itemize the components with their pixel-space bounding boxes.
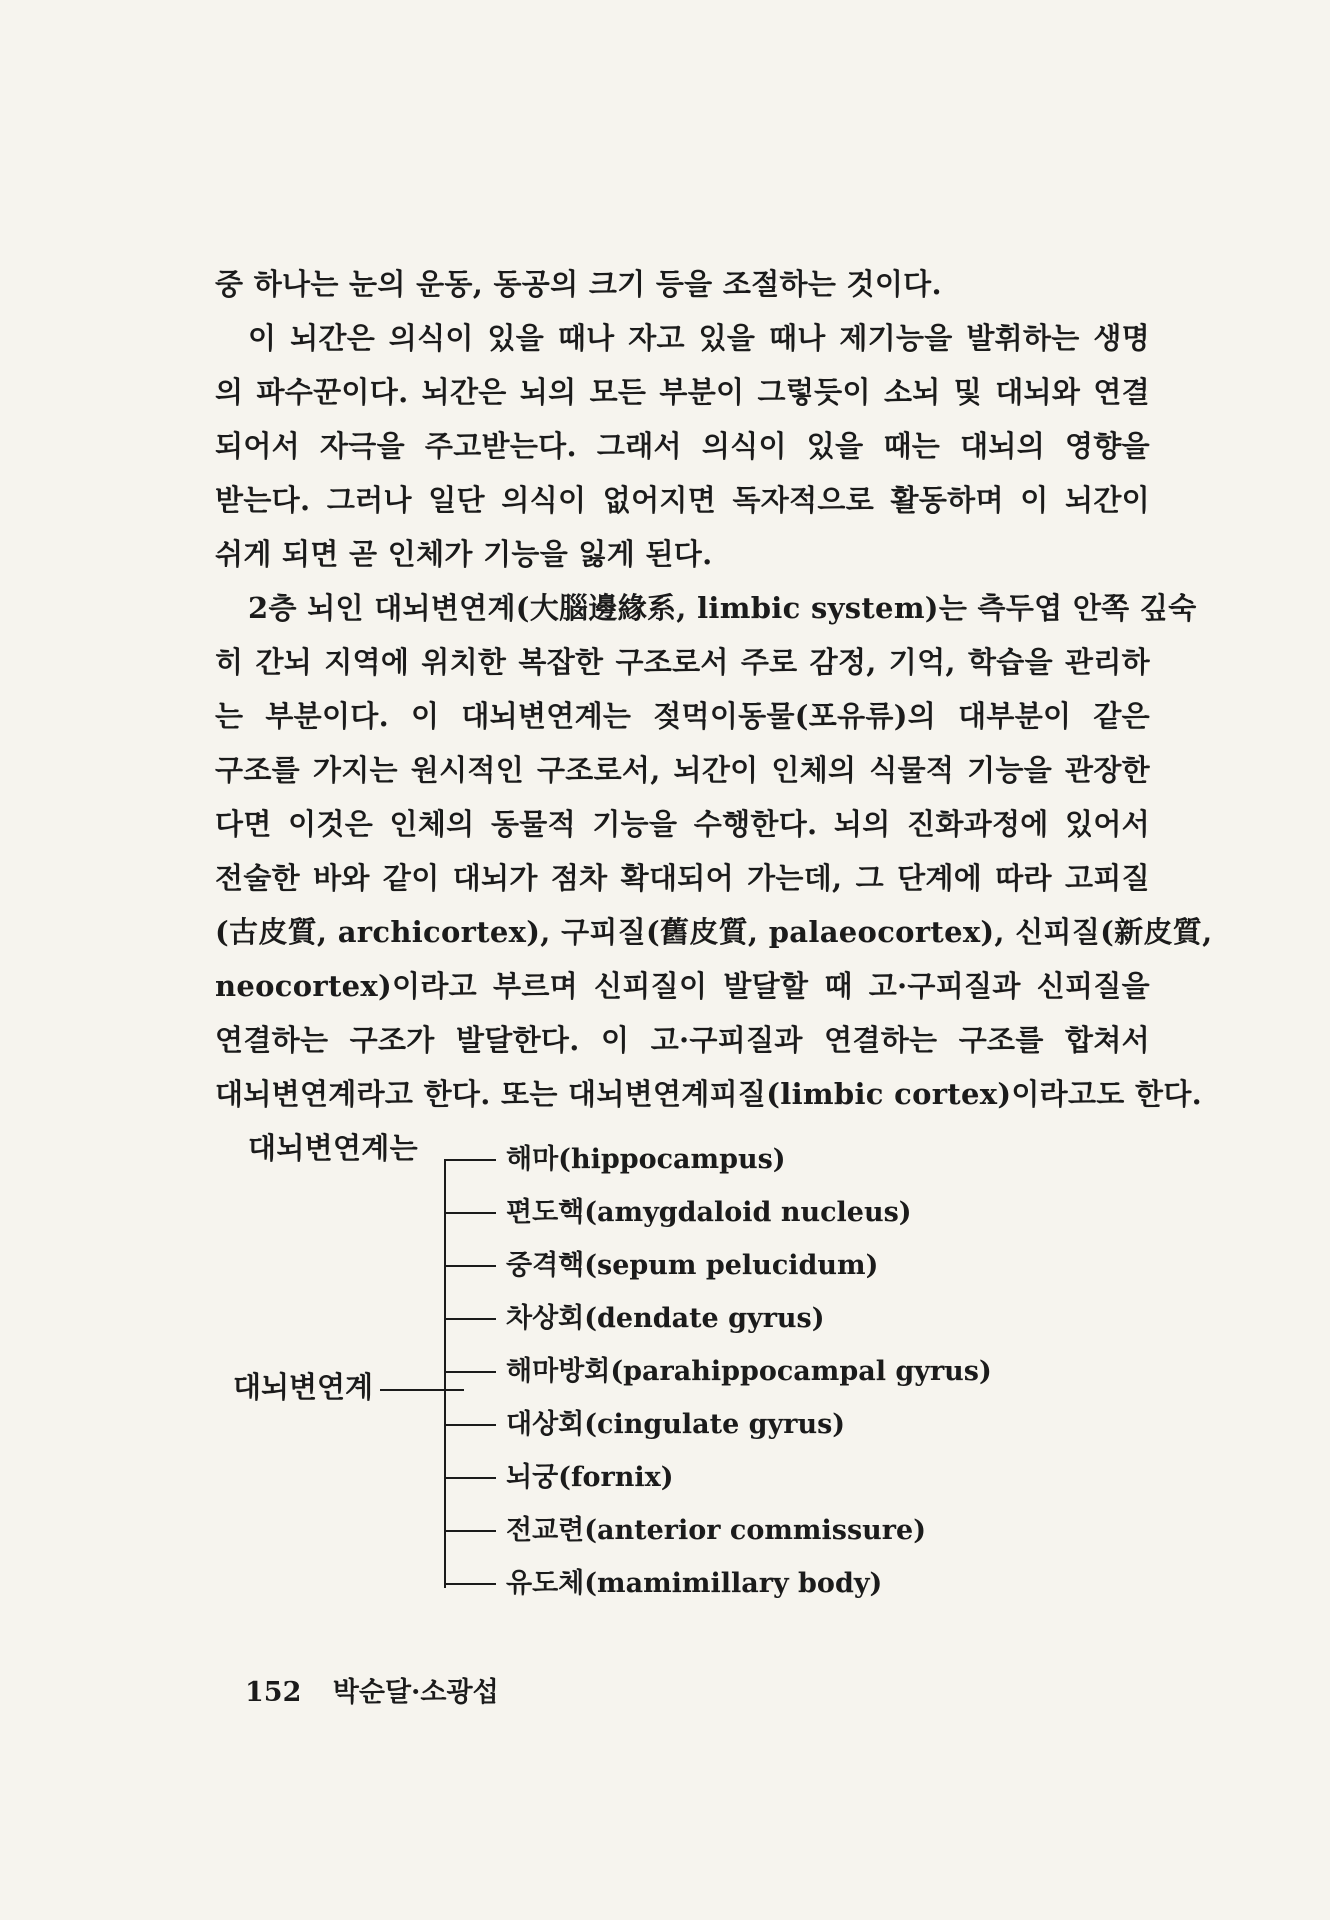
branch-connector	[444, 1318, 496, 1320]
text-line: 다면 이것은 인체의 동물적 기능을 수행한다. 뇌의 진화과정에 있어서	[215, 807, 1150, 841]
branch-connector	[444, 1265, 496, 1267]
branch-connector	[444, 1530, 496, 1532]
text-line: 2층 뇌인 대뇌변연계(大腦邊緣系, limbic system)는 측두엽 안쪽 깊숙	[248, 591, 1197, 625]
text-line: 는 부분이다. 이 대뇌변연계는 젖먹이동물(포유류)의 대부분이 같은	[215, 699, 1150, 733]
branch-connector	[444, 1583, 496, 1585]
branch-connector	[444, 1212, 496, 1214]
branch-label: 대상회(cingulate gyrus)	[506, 1409, 846, 1440]
body-text	[215, 257, 1213, 1175]
page-number: 152	[245, 1677, 302, 1708]
author-names: 박순달·소광섭	[332, 1677, 499, 1708]
text-line: 전술한 바와 같이 대뇌가 점차 확대되어 가는데, 그 단계에 따라 고피질	[215, 861, 1150, 895]
text-line: 구조를 가지는 원시적인 구조로서, 뇌간이 인체의 식물적 기능을 관장한	[215, 753, 1150, 787]
diagram-root-label: 대뇌변연계	[233, 1370, 374, 1404]
text-line: 받는다. 그러나 일단 의식이 없어지면 독자적으로 활동하며 이 뇌간이	[215, 483, 1150, 517]
text-line: 되어서 자극을 주고받는다. 그래서 의식이 있을 때는 대뇌의 영향을	[215, 429, 1150, 463]
branch-label: 차상회(dendate gyrus)	[506, 1303, 825, 1334]
branch-label: 전교련(anterior commissure)	[506, 1515, 926, 1546]
page-footer	[245, 1670, 499, 1709]
branch-label: 편도핵(amygdaloid nucleus)	[506, 1197, 912, 1228]
branch-label: 중격핵(sepum pelucidum)	[506, 1250, 879, 1281]
branch-label: 유도체(mamimillary body)	[506, 1568, 883, 1599]
text-line: neocortex)이라고 부르며 신피질이 발달할 때 고·구피질과 신피질을	[215, 969, 1150, 1003]
branch-connector	[444, 1424, 496, 1426]
diagram-trunk-line	[444, 1160, 446, 1588]
branch-label: 뇌궁(fornix)	[506, 1462, 674, 1493]
limbic-system-diagram	[215, 1130, 1150, 1630]
branch-label: 해마(hippocampus)	[506, 1144, 786, 1175]
text-line: 쉬게 되면 곧 인체가 기능을 잃게 된다.	[215, 537, 713, 571]
text-line: 이 뇌간은 의식이 있을 때나 자고 있을 때나 제기능을 발휘하는 생명	[248, 321, 1150, 355]
branch-connector	[444, 1159, 496, 1161]
branch-label: 해마방회(parahippocampal gyrus)	[506, 1356, 992, 1387]
text-line: 연결하는 구조가 발달한다. 이 고·구피질과 연결하는 구조를 합쳐서	[215, 1023, 1150, 1057]
text-line: 대뇌변연계는	[248, 1131, 418, 1165]
text-line: 히 간뇌 지역에 위치한 복잡한 구조로서 주로 감정, 기억, 학습을 관리하	[215, 645, 1150, 679]
diagram-root-connector	[380, 1389, 464, 1391]
text-line: 대뇌변연계라고 한다. 또는 대뇌변연계피질(limbic cortex)이라고도 한다.	[215, 1077, 1203, 1111]
text-line: 의 파수꾼이다. 뇌간은 뇌의 모든 부분이 그렇듯이 소뇌 및 대뇌와 연결	[215, 375, 1150, 409]
branch-connector	[444, 1371, 496, 1373]
branch-connector	[444, 1477, 496, 1479]
text-line: 중 하나는 눈의 운동, 동공의 크기 등을 조절하는 것이다.	[215, 267, 942, 301]
text-line: (古皮質, archicortex), 구피질(舊皮質, palaeocortex), 신피질(新皮質,	[215, 915, 1213, 949]
